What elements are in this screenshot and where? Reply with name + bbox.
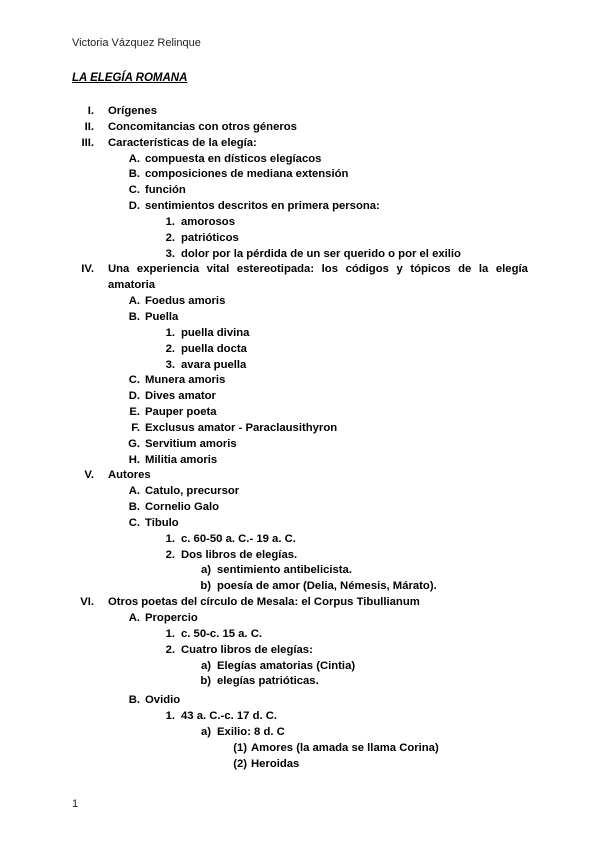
outline-text: elegías patrióticas. <box>217 675 319 688</box>
outline-marker: IV. <box>81 263 94 276</box>
outline-marker: VI. <box>80 596 94 609</box>
outline-word: elegía <box>495 263 528 276</box>
outline-item <box>0 342 600 358</box>
outline-text: Catulo, precursor <box>145 485 240 498</box>
outline-text: Características de la elegía: <box>108 136 257 149</box>
outline-item <box>0 373 600 389</box>
outline-item <box>0 484 600 500</box>
outline-marker: 1. <box>165 215 175 228</box>
outline-text: dolor por la pérdida de un ser querido o por el exilio <box>181 247 461 260</box>
outline-item <box>0 358 600 374</box>
outline-marker: 3. <box>165 358 175 371</box>
outline-item <box>0 167 600 183</box>
outline-item <box>0 468 600 484</box>
outline-word: la <box>478 263 489 276</box>
outline-item <box>0 516 600 532</box>
outline-item <box>0 757 600 773</box>
outline-text: compuesta en dísticos elegíacos <box>145 152 322 165</box>
outline-marker: A. <box>128 295 140 308</box>
outline-text: Concomitancias con otros géneros <box>108 120 297 133</box>
outline-marker: B. <box>128 168 140 181</box>
outline-marker: D. <box>128 390 140 403</box>
outline-text: sentimientos descritos en primera persona: <box>145 200 380 213</box>
outline-item <box>0 231 600 247</box>
outline-word: vital <box>206 263 230 276</box>
outline-marker: B. <box>128 501 140 514</box>
outline-text: Otros poetas del círculo de Mesala: el Corpus Tibullianum <box>108 596 420 609</box>
outline-item <box>0 725 600 741</box>
outline-marker: C. <box>128 516 140 529</box>
outline-marker: 2. <box>165 643 175 656</box>
outline-marker: D. <box>128 200 140 213</box>
outline-marker: E. <box>129 406 140 419</box>
outline-text: amatoria <box>108 279 156 292</box>
outline-item <box>0 389 600 405</box>
outline-marker: 1. <box>165 326 175 339</box>
outline-text: poesía de amor (Delia, Némesis, Márato). <box>217 580 437 593</box>
outline-text: Servitium amoris <box>145 437 237 450</box>
outline-item <box>0 183 600 199</box>
outline-marker: I. <box>87 105 94 117</box>
outline-item <box>0 674 600 690</box>
outline-text: Propercio <box>145 612 198 624</box>
outline-marker: 2. <box>165 231 175 244</box>
outline-text: c. 50-c. 15 a. C. <box>181 627 263 640</box>
outline-text: patrióticos <box>181 231 239 244</box>
outline-marker: A. <box>128 612 140 624</box>
outline-marker: 2. <box>165 342 175 355</box>
outline-word: los <box>321 263 338 276</box>
outline-item <box>0 136 600 152</box>
outline-marker: b) <box>200 675 211 688</box>
outline-item <box>0 500 600 516</box>
outline-marker: C. <box>128 184 140 197</box>
outline-text: Elegías amatorias (Cintia) <box>217 659 356 672</box>
outline-item <box>0 595 600 611</box>
outline-item <box>0 247 600 263</box>
outline-marker: A. <box>128 485 140 498</box>
outline-text: Exilio: 8 d. C <box>217 725 285 738</box>
outline-marker: (1) <box>233 741 247 754</box>
outline-text: Dos libros de elegías. <box>181 548 298 561</box>
outline-text: Foedus amoris <box>145 295 226 308</box>
outline-item <box>0 659 600 675</box>
outline-item <box>0 152 600 168</box>
outline-word: tópicos <box>410 263 451 276</box>
outline-text: sentimiento antibelicista. <box>217 564 352 577</box>
outline-text: Cornelio Galo <box>145 501 220 514</box>
outline-text: 43 a. C.-c. 17 d. C. <box>181 710 278 723</box>
outline-marker: H. <box>128 453 140 466</box>
outline-text <box>108 262 528 278</box>
outline-text: Heroidas <box>251 757 300 770</box>
page-number: 1 <box>72 798 79 810</box>
outline-marker: (2) <box>233 757 247 770</box>
outline-marker: b) <box>200 580 211 593</box>
document-title: LA ELEGÍA ROMANA <box>72 72 188 84</box>
outline-marker: 2. <box>165 548 175 561</box>
outline-item <box>0 741 600 757</box>
outline-text: Exclusus amator - Paraclausithyron <box>145 421 338 434</box>
outline-item <box>0 532 600 548</box>
outline-item <box>0 627 600 643</box>
outline-marker: 1. <box>165 532 175 545</box>
outline-item <box>0 278 600 294</box>
outline-item <box>0 199 600 215</box>
outline-text: Amores (la amada se llama Corina) <box>251 741 439 754</box>
outline-item <box>0 262 600 278</box>
outline-item <box>0 709 600 725</box>
outline-text: Pauper poeta <box>145 406 217 419</box>
outline-marker: 1. <box>165 710 175 723</box>
outline-item <box>0 579 600 595</box>
outline-text: c. 60-50 a. C.- 19 a. C. <box>181 532 296 545</box>
outline-item <box>0 563 600 579</box>
outline-item <box>0 693 600 709</box>
outline-marker: 1. <box>165 627 175 640</box>
outline-marker: a) <box>200 564 211 577</box>
outline-marker: 3. <box>165 247 175 260</box>
outline-marker: II. <box>84 120 94 133</box>
outline-word: códigos <box>345 263 389 276</box>
outline-text: Orígenes <box>108 105 157 117</box>
outline-text: puella divina <box>181 326 250 339</box>
outline-word: experiencia <box>136 263 200 276</box>
outline-marker: V. <box>84 469 94 482</box>
outline-text: amorosos <box>181 215 235 228</box>
outline-item <box>0 104 600 120</box>
outline-item <box>0 643 600 659</box>
outline-text: composiciones de mediana extensión <box>145 168 349 181</box>
outline-marker: III. <box>81 136 94 149</box>
outline-word: estereotipada: <box>236 263 315 276</box>
outline-marker: a) <box>200 725 211 738</box>
outline-item <box>0 548 600 564</box>
outline-item <box>0 421 600 437</box>
outline-marker: F. <box>131 421 140 434</box>
outline-item <box>0 294 600 310</box>
outline-item <box>0 120 600 136</box>
outline-marker: C. <box>128 374 140 387</box>
outline-text: función <box>145 184 186 197</box>
outline-word: y <box>396 263 403 276</box>
outline-marker: G. <box>128 437 140 450</box>
outline-text: puella docta <box>181 342 247 355</box>
outline-text: Ovidio <box>145 694 181 707</box>
outline-item <box>0 405 600 421</box>
outline-item <box>0 326 600 342</box>
outline-item <box>0 611 600 627</box>
outline-text: Tibulo <box>145 516 179 529</box>
outline-marker: B. <box>128 310 140 323</box>
outline-item <box>0 215 600 231</box>
outline-word: Una <box>108 263 130 276</box>
outline-item <box>0 453 600 469</box>
outline-word: de <box>458 263 472 276</box>
outline-text: avara puella <box>181 358 247 371</box>
outline-text: Cuatro libros de elegías: <box>181 643 313 656</box>
outline-list <box>0 104 600 772</box>
outline-text: Militia amoris <box>145 453 218 466</box>
outline-item <box>0 437 600 453</box>
outline-text: Puella <box>145 310 179 323</box>
outline-marker: B. <box>128 694 140 707</box>
page-header-author: Victoria Vázquez Relinque <box>72 37 201 49</box>
outline-marker: A. <box>128 152 140 165</box>
outline-text: Autores <box>108 469 151 482</box>
outline-text: Dives amator <box>145 390 216 403</box>
outline-text: Munera amoris <box>145 374 226 387</box>
outline-item <box>0 310 600 326</box>
outline-marker: a) <box>200 659 211 672</box>
